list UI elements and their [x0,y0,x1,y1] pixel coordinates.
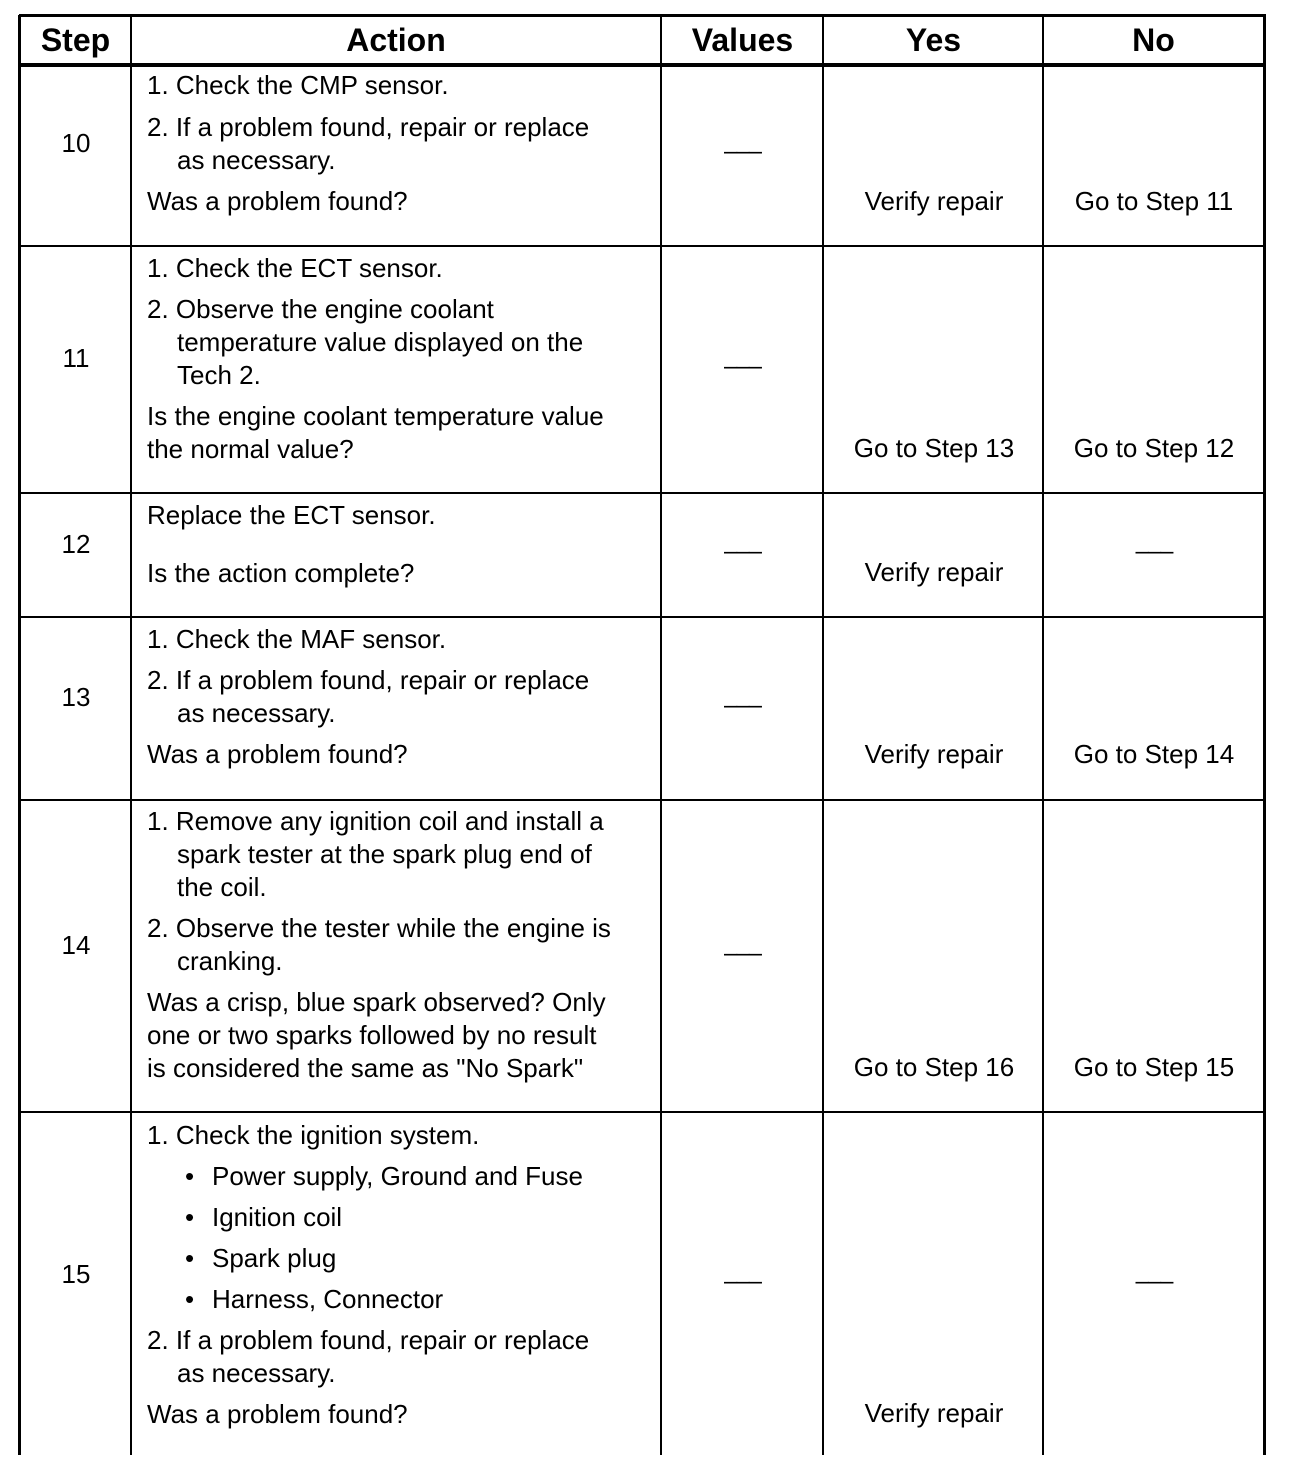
yes-cell: Verify repair [864,186,1004,216]
row-divider [19,1111,1266,1113]
header-yes: Yes [905,21,962,58]
step-number: 11 [62,343,90,373]
row-divider [19,245,1266,247]
column-divider [1042,15,1044,1455]
action-line: 1. Check the ECT sensor. [147,253,443,283]
values-cell: ––– [723,692,762,719]
bullet-item: Spark plug [212,1243,337,1273]
values-cell: ––– [723,940,762,967]
header-action: Action [346,21,446,58]
yes-cell: Verify repair [864,1398,1004,1428]
step-number: 12 [61,529,91,559]
bullet-icon: • [185,1202,195,1232]
yes-cell: Verify repair [864,557,1004,587]
action-line: as necessary. [177,145,336,175]
bullet-icon: • [185,1243,195,1273]
bullet-item: Power supply, Ground and Fuse [212,1161,583,1191]
action-question: the normal value? [147,434,354,464]
yes-cell: Go to Step 13 [853,433,1015,463]
row-divider [19,492,1266,494]
table-border-right [1263,15,1266,1455]
action-question: is considered the same as "No Spark" [147,1053,584,1083]
table-border-left [18,15,21,1455]
header-no: No [1132,21,1175,58]
action-line: 1. Check the MAF sensor. [147,624,447,654]
action-line: 2. If a problem found, repair or replace [147,665,590,695]
action-line: as necessary. [177,698,336,728]
action-line: 2. Observe the engine coolant [147,294,494,324]
action-line: cranking. [177,946,283,976]
no-cell: Go to Step 11 [1074,186,1234,216]
bullet-icon: • [185,1161,195,1191]
no-cell: Go to Step 12 [1073,433,1235,463]
action-line: 2. If a problem found, repair or replace [147,112,590,142]
header-step: Step [40,21,111,58]
no-cell: ––– [1135,1268,1173,1295]
values-cell: ––– [723,138,762,165]
header-values: Values [691,21,794,58]
yes-cell: Go to Step 16 [853,1052,1015,1082]
column-divider [822,15,824,1455]
values-cell: ––– [723,353,762,380]
step-number: 10 [61,128,91,158]
action-question: one or two sparks followed by no result [147,1020,597,1050]
action-line: temperature value displayed on the [177,327,584,357]
action-line: 2. If a problem found, repair or replace [147,1325,590,1355]
action-question: Is the engine coolant temperature value [147,401,604,431]
action-line: 1. Check the CMP sensor. [147,70,449,100]
row-divider [19,799,1266,801]
action-line: 1. Check the ignition system. [147,1120,480,1150]
bullet-item: Ignition coil [212,1202,343,1232]
no-cell: Go to Step 14 [1073,739,1235,769]
yes-cell: Verify repair [864,739,1004,769]
action-question: Is the action complete? [147,558,415,588]
action-question: Was a problem found? [147,739,408,769]
column-divider [130,15,132,1455]
step-number: 15 [61,1259,91,1289]
action-line: as necessary. [177,1358,336,1388]
step-number: 14 [61,930,91,960]
action-question: Was a problem found? [147,1399,408,1429]
bullet-icon: • [185,1284,195,1314]
step-number: 13 [61,682,91,712]
values-cell: ––– [723,1268,762,1295]
action-line: 2. Observe the tester while the engine is [147,913,611,943]
action-line: 1. Remove any ignition coil and install a [147,806,604,836]
column-divider [660,15,662,1455]
values-cell: ––– [723,538,762,565]
no-cell: ––– [1135,538,1173,565]
action-line: spark tester at the spark plug end of [177,839,592,869]
action-line: Replace the ECT sensor. [147,500,436,530]
action-line: Tech 2. [177,360,261,390]
bullet-item: Harness, Connector [212,1284,444,1314]
action-question: Was a problem found? [147,186,408,216]
no-cell: Go to Step 15 [1073,1052,1235,1082]
row-divider [19,616,1266,618]
action-question: Was a crisp, blue spark observed? Only [147,987,606,1017]
action-line: the coil. [177,872,267,902]
